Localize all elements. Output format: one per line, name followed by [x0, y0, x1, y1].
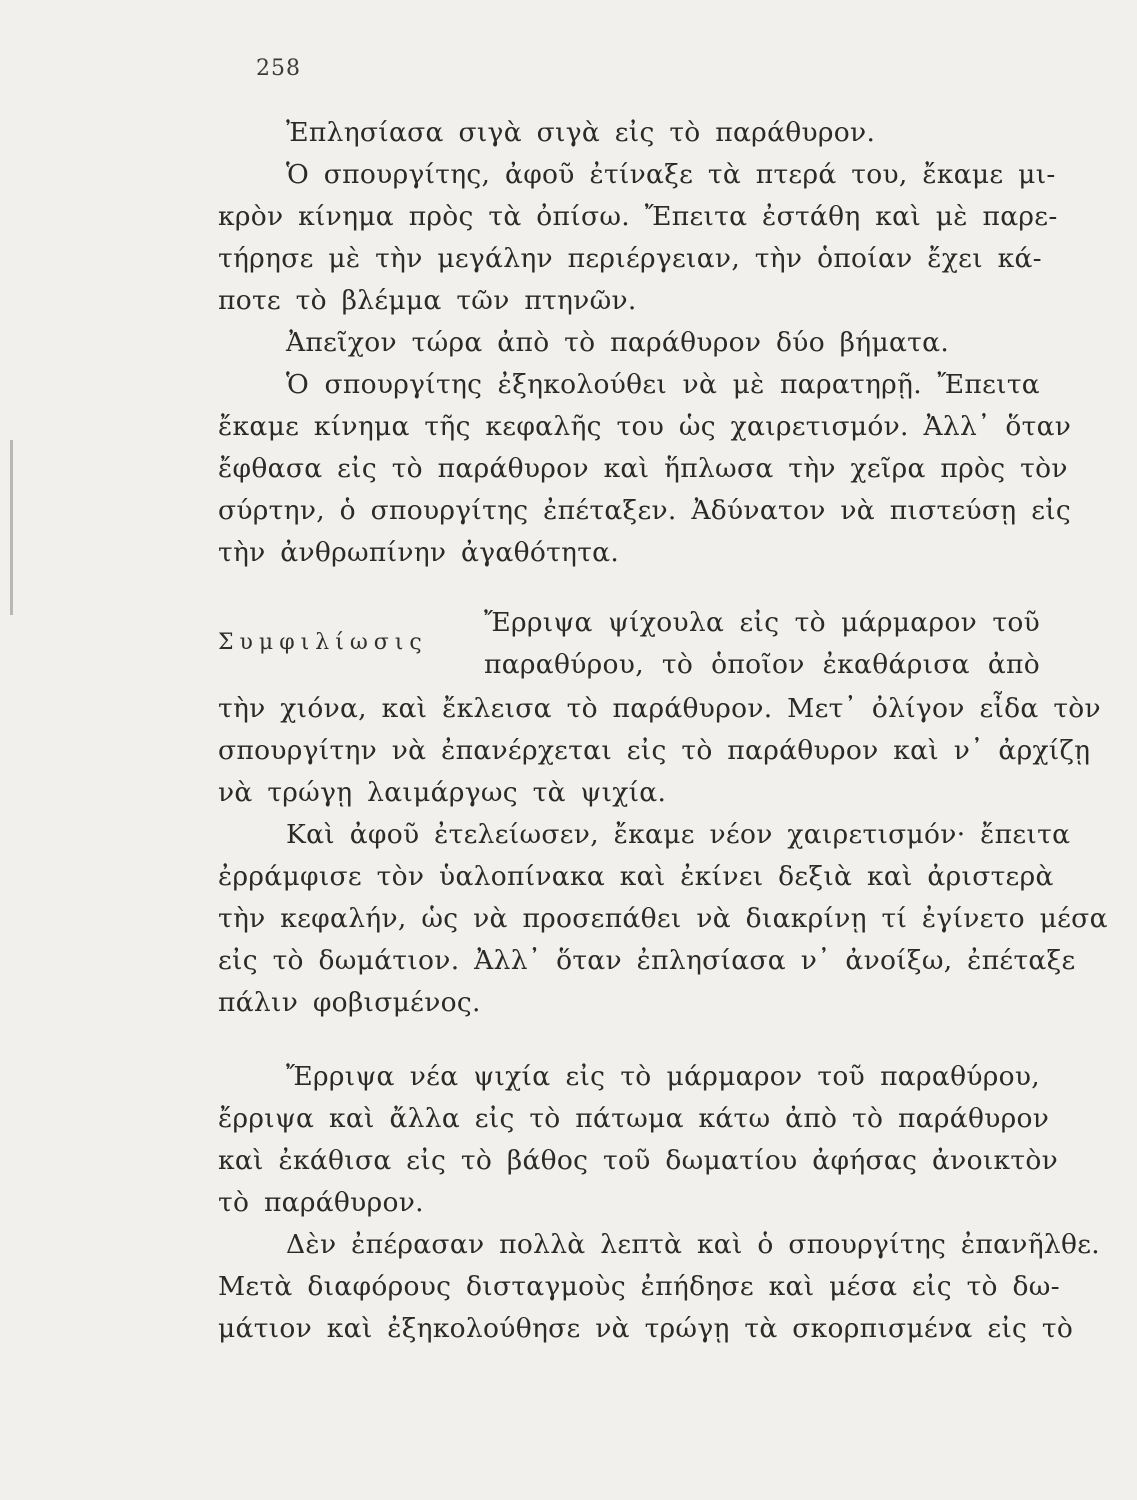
paragraph-block-3 — [218, 1056, 1100, 1350]
text-line: Ἀπεῖχον τώρα ἀπὸ τὸ παράθυρον δύο βήματα. — [286, 327, 950, 358]
text-line: παραθύρου, τὸ ὁποῖον ἐκαθάρισα ἀπὸ — [484, 649, 1040, 680]
text-line: τὴν κεφαλήν, ὡς νὰ προσεπάθει νὰ διακρίνῃ τί ἐγίνετο μέσα — [218, 903, 1108, 934]
text-line: μάτιον καὶ ἐξηκολούθησε νὰ τρώγῃ τὰ σκορπισμένα εἰς τὸ — [218, 1313, 1074, 1344]
text-line: Καὶ ἀφοῦ ἐτελείωσεν, ἔκαμε νέον χαιρετισμόν· ἔπειτα — [286, 819, 1071, 850]
text-line: ἔφθασα εἰς τὸ παράθυρον καὶ ἥπλωσα τὴν χεῖρα πρὸς τὸν — [218, 453, 1068, 484]
paragraph-block-1 — [218, 112, 1072, 574]
text-line: καὶ ἐκάθισα εἰς τὸ βάθος τοῦ δωματίου ἀφήσας ἀνοικτὸν — [218, 1145, 1058, 1176]
text-line: τὴν χιόνα, καὶ ἔκλεισα τὸ παράθυρον. Μετ᾽ ὀλίγον εἶδα τὸν — [218, 693, 1101, 724]
text-line: Ἔρριψα ψίχουλα εἰς τὸ μάρμαρον τοῦ — [484, 607, 1040, 638]
text-line: σπουργίτην νὰ ἐπανέρχεται εἰς τὸ παράθυρον καὶ ν᾽ ἀρχίζῃ — [218, 735, 1091, 766]
text-line: Ἐπλησίασα σιγὰ σιγὰ εἰς τὸ παράθυρον. — [286, 117, 876, 148]
text-line: Ὁ σπουργίτης ἐξηκολούθει νὰ μὲ παρατηρῇ. Ἔπειτα — [286, 369, 1040, 400]
text-line: σύρτην, ὁ σπουργίτης ἐπέταξεν. Ἀδύνατον νὰ πιστεύσῃ εἰς — [218, 495, 1072, 526]
text-line: Δὲν ἐπέρασαν πολλὰ λεπτὰ καὶ ὁ σπουργίτης ἐπανῆλθε. — [286, 1229, 1100, 1260]
text-line: ἐρράμφισε τὸν ὑαλοπίνακα καὶ ἐκίνει δεξιὰ καὶ ἀριστερὰ — [218, 861, 1054, 892]
text-line: ἔκαμε κίνημα τῆς κεφαλῆς του ὡς χαιρετισμόν. Ἀλλ᾽ ὅταν — [218, 411, 1072, 442]
text-line: νὰ τρώγῃ λαιμάργως τὰ ψιχία. — [218, 777, 667, 808]
side-lines-block — [484, 602, 1040, 686]
text-line: ἔρριψα καὶ ἄλλα εἰς τὸ πάτωμα κάτω ἀπὸ τὸ παράθυρον — [218, 1103, 1050, 1134]
text-line: Ὁ σπουργίτης, ἀφοῦ ἐτίναξε τὰ πτερά του, ἔκαμε μι- — [286, 159, 1056, 190]
paragraph-block-2 — [218, 688, 1108, 1024]
text-line: ποτε τὸ βλέμμα τῶν πτηνῶν. — [218, 285, 637, 316]
text-line: τήρησε μὲ τὴν μεγάλην περιέργειαν, τὴν ὁποίαν ἔχει κά- — [218, 243, 1042, 274]
page-number: 258 — [256, 56, 301, 81]
text-line: κρὸν κίνημα πρὸς τὰ ὀπίσω. Ἔπειτα ἐστάθη καὶ μὲ παρε- — [218, 201, 1058, 232]
text-line: Μετὰ διαφόρους δισταγμοὺς ἐπήδησε καὶ μέσα εἰς τὸ δω- — [218, 1271, 1060, 1302]
page-edge-shadow — [10, 440, 13, 615]
text-line: εἰς τὸ δωμάτιον. Ἀλλ᾽ ὅταν ἐπλησίασα ν᾽ ἀνοίξω, ἐπέταξε — [218, 945, 1076, 976]
text-line: πάλιν φοβισμένος. — [218, 987, 481, 1018]
text-line: Ἔρριψα νέα ψιχία εἰς τὸ μάρμαρον τοῦ παραθύρου, — [286, 1061, 1040, 1092]
text-line: τὴν ἀνθρωπίνην ἀγαθότητα. — [218, 537, 620, 568]
text-line: τὸ παράθυρον. — [218, 1187, 424, 1218]
marginal-heading: Συμφιλίωσις — [218, 630, 428, 655]
